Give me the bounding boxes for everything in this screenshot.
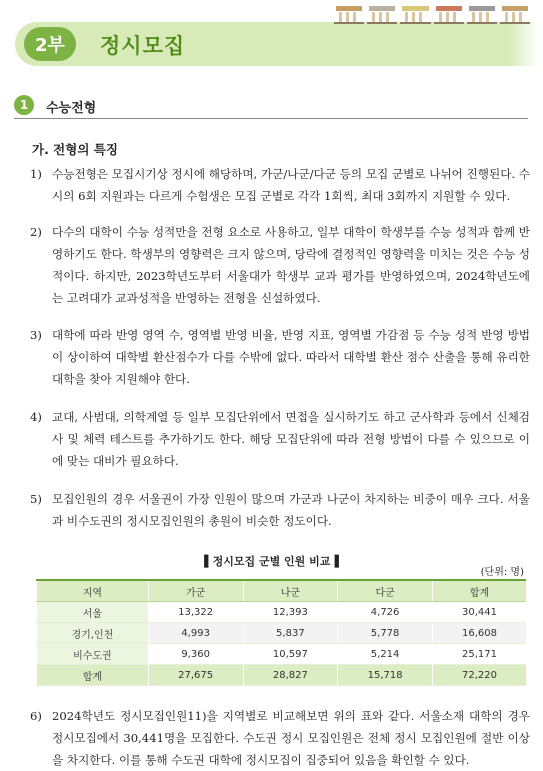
paragraph-1 (30, 163, 530, 207)
section-divider (14, 118, 528, 119)
table-title: ▌정시모집 군별 인원 비교▐ (204, 555, 339, 568)
paragraph-2 (30, 221, 530, 309)
table-cell: 서울 (37, 602, 149, 623)
building-icon (467, 6, 497, 24)
table-cell: 4,993 (148, 623, 243, 644)
table-cell: 25,171 (432, 644, 526, 665)
building-icon (500, 6, 530, 24)
table-cell: 30,441 (432, 602, 526, 623)
table-cell: 15,718 (338, 665, 433, 686)
table-cell: 5,837 (243, 623, 338, 644)
table-cell: 12,393 (243, 602, 338, 623)
table-row (37, 623, 527, 644)
column-header: 합계 (432, 580, 526, 602)
table-cell: 비수도권 (37, 644, 149, 665)
table-cell: 16,608 (432, 623, 526, 644)
table-cell: 9,360 (148, 644, 243, 665)
table-unit: (단위: 명) (480, 567, 524, 578)
paragraph-text: 모집인원의 경우 서울권이 가장 인원이 많으며 가군과 나군이 차지하는 비중이 매우 크다. 서울과 비수도권의 정시모집인원의 총원이 비슷한 정도이다. (52, 492, 530, 528)
table-cell: 13,322 (148, 602, 243, 623)
table-cell: 4,726 (338, 602, 433, 623)
building-icons (334, 6, 530, 24)
paragraph-6 (30, 705, 530, 771)
paragraph-4 (30, 406, 530, 472)
building-icon (400, 6, 430, 24)
paragraph-text: 대학에 따라 반영 영역 수, 영역별 반영 비율, 반영 지표, 영역별 가감점 등 수능 성적 반영 방법이 상이하여 대학별 환산점수가 다를 수밖에 없다. 따라서 대학별 환산 점수 산출을 통해 유리한 대학을 찾아 지원해야 한다. (52, 328, 530, 386)
table-cell: 27,675 (148, 665, 243, 686)
table-cell: 합계 (37, 665, 149, 686)
paragraph-text: 교대, 사범대, 의학계열 등 일부 모집단위에서 면접을 실시하기도 하고 군사학과 등에서 신체검사 및 체력 테스트를 추가하기도 한다. 해당 모집단위에 따라 전형 방법이 다를 수 있으므로 이에 맞는 대비가 필요하다. (52, 410, 530, 468)
part-banner (15, 22, 528, 66)
column-header: 다군 (338, 580, 433, 602)
table-cell: 5,214 (338, 644, 433, 665)
table-cell: 10,597 (243, 644, 338, 665)
building-icon (334, 6, 364, 24)
column-header: 나군 (243, 580, 338, 602)
section-title: 수능전형 (46, 101, 97, 116)
paragraph-number: 5) (30, 492, 42, 506)
recruitment-table (36, 579, 526, 686)
paragraph-number: 2) (30, 225, 42, 239)
subsection-title: 가. 전형의 특징 (32, 142, 118, 157)
column-header: 지역 (37, 580, 149, 602)
part-title: 정시모집 (100, 34, 186, 58)
paragraph-3 (30, 324, 530, 390)
table-cell: 경기,인천 (37, 623, 149, 644)
paragraph-5 (30, 488, 530, 532)
paragraph-text: 수능전형은 모집시기상 정시에 해당하며, 가군/나군/다군 등의 모집 군별로 나뉘어 진행된다. 수시의 6회 지원과는 다르게 수험생은 모집 군별로 각각 1회씩, 최대 3회까지 지원할 수 있다. (52, 167, 530, 203)
table-cell: 5,778 (338, 623, 433, 644)
table-cell: 72,220 (432, 665, 526, 686)
section-number-badge: 1 (14, 95, 34, 115)
table-total-row (37, 665, 527, 686)
table-row (37, 644, 527, 665)
paragraph-number: 1) (30, 167, 42, 181)
paragraph-number: 4) (30, 410, 42, 424)
paragraph-number: 6) (30, 709, 42, 723)
table-row (37, 602, 527, 623)
building-icon (367, 6, 397, 24)
table-header-row (37, 580, 527, 602)
paragraph-number: 3) (30, 328, 42, 342)
building-icon (434, 6, 464, 24)
table-cell: 28,827 (243, 665, 338, 686)
column-header: 가군 (148, 580, 243, 602)
paragraph-text: 다수의 대학이 수능 성적만을 전형 요소로 사용하고, 일부 대학이 학생부를 수능 성적과 함께 반영하기도 한다. 학생부의 영향력은 크지 않으며, 당락에 결정적인 영향력을 미치는 것은 수능 성적이다. 하지만, 2023학년도부터 서울대가 학생부 교과 평가를 반영하였으며, 2024학년도에는 고려대가 교과성적을 반영하는 전형을 신설하였다. (52, 225, 530, 305)
part-number-badge: 2부 (24, 27, 76, 61)
paragraph-text: 2024학년도 정시모집인원11)을 지역별로 비교해보면 위의 표와 같다. 서울소재 대학의 경우 정시모집에서 30,441명을 모집한다. 수도권 정시 모집인원은 전체 정시 모집인원에 절반 이상을 차지한다. 이를 통해 수도권 대학에 정시모집이 집중되어 있음을 확인할 수 있다. (52, 709, 530, 767)
